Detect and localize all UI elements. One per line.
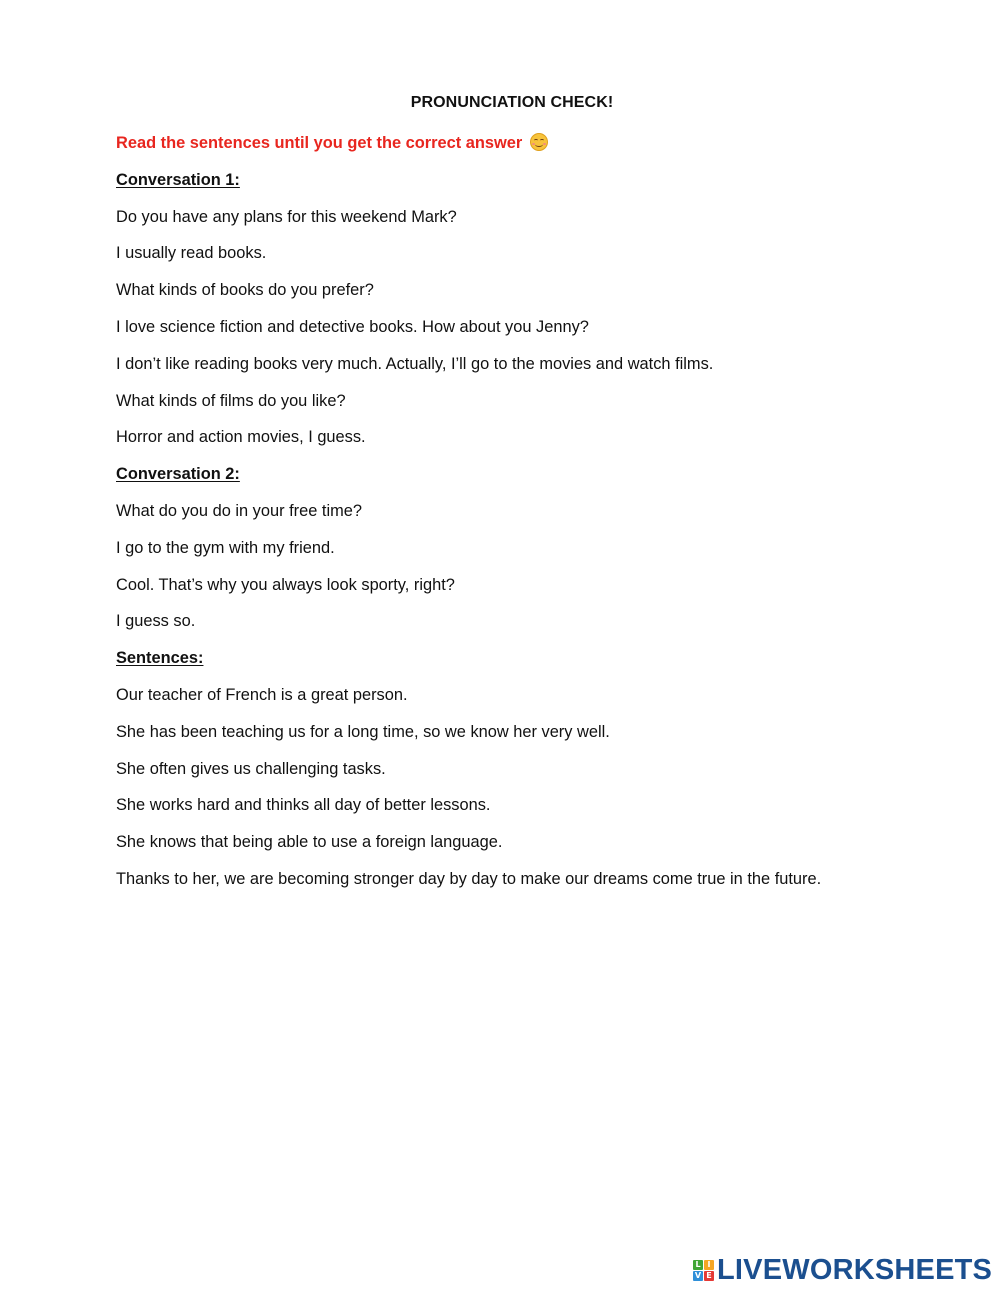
instruction: [116, 133, 976, 153]
sentence-line: She knows that being able to use a foreign language.: [116, 833, 503, 852]
liveworksheets-logo: [693, 1256, 992, 1284]
sentence-line: Thanks to her, we are becoming stronger day by day to make our dreams come true in the future.: [116, 869, 822, 888]
instruction-text: Read the sentences until you get the correct answer: [116, 134, 523, 152]
worksheet-content: [116, 133, 976, 906]
conversation-1-line: What kinds of films do you like?: [116, 391, 346, 410]
conversation-2-line: I guess so.: [116, 612, 196, 631]
conversation-1-line: What kinds of books do you prefer?: [116, 281, 374, 300]
conversation-2-line: I go to the gym with my friend.: [116, 538, 335, 557]
conversation-1-line: Horror and action movies, I guess.: [116, 428, 366, 447]
sentences-heading: Sentences:: [116, 649, 204, 668]
smiling-face-icon: [530, 133, 548, 151]
logo-mark-letter: L: [693, 1260, 703, 1270]
sentence-line: She has been teaching us for a long time, so we know her very well.: [116, 722, 610, 741]
conversation-1-heading: Conversation 1:: [116, 170, 240, 189]
conversation-1-line: I usually read books.: [116, 244, 267, 263]
conversation-1-line: Do you have any plans for this weekend Mark?: [116, 207, 457, 226]
conversation-1-line: I love science fiction and detective books. How about you Jenny?: [116, 317, 589, 336]
conversation-2-heading: Conversation 2:: [116, 465, 240, 484]
conversation-2-line: Cool. That’s why you always look sporty, right?: [116, 575, 455, 594]
logo-mark-icon: [693, 1260, 714, 1281]
page-title: PRONUNCIATION CHECK!: [410, 94, 614, 111]
logo-mark-letter: E: [704, 1271, 714, 1281]
logo-mark-letter: I: [704, 1260, 714, 1270]
logo-mark-letter: V: [694, 1270, 702, 1280]
logo-text: LIVEWORKSHEETS: [717, 1254, 993, 1286]
sentence-line: She often gives us challenging tasks.: [116, 759, 386, 778]
conversation-1-line: I don’t like reading books very much. Actually, I’ll go to the movies and watch films.: [116, 354, 714, 373]
sentence-line: She works hard and thinks all day of better lessons.: [116, 796, 491, 815]
sentence-line: Our teacher of French is a great person.: [116, 685, 408, 704]
conversation-2-line: What do you do in your free time?: [116, 501, 362, 520]
